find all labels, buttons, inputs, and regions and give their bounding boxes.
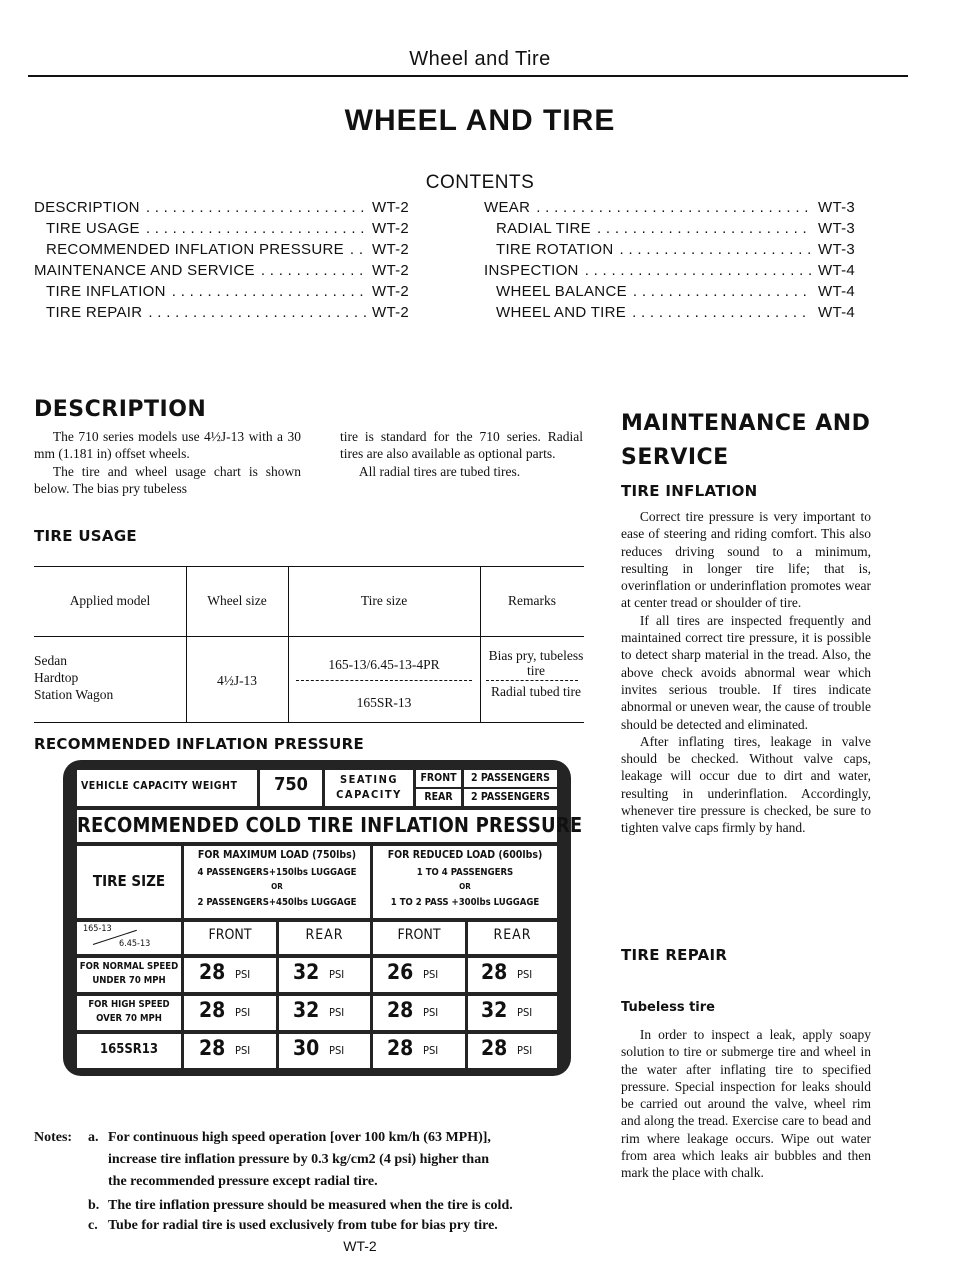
table-cell-model: Hardtop bbox=[34, 670, 79, 685]
note-text: increase tire inflation pressure by 0.3 kg/cm2 (4 psi) higher than bbox=[108, 1152, 489, 1167]
table-column-rule bbox=[480, 566, 481, 722]
toc-entry bbox=[484, 239, 860, 260]
pressure-unit: PSI bbox=[517, 1044, 533, 1057]
seating-front-label: FRONT bbox=[420, 772, 457, 784]
toc-page: WT-2 bbox=[372, 220, 410, 237]
toc-label: RADIAL TIRE bbox=[496, 220, 591, 237]
maintenance-heading-line: SERVICE bbox=[621, 445, 729, 470]
note-text: Tube for radial tire is used exclusively from tube for bias pry tire. bbox=[108, 1218, 498, 1233]
table-cell-wheel-size: 4½J-13 bbox=[216, 673, 258, 688]
description-col2 bbox=[340, 428, 583, 480]
toc-label: DESCRIPTION bbox=[34, 199, 140, 216]
pressure-unit: PSI bbox=[517, 968, 533, 981]
pressure-value: 32 bbox=[293, 998, 320, 1022]
toc-page: WT-3 bbox=[818, 220, 856, 237]
inflation-paragraph: If all tires are inspected frequently and maintained correct tire pressure, it is possible to detect sharp material in the tread. Also, the above check avoids abnormal wear which invites serious trouble. If tires indicate abnormal or uneven wear, the cause of trouble should be detected and eliminated. bbox=[621, 612, 871, 732]
pressure-unit: PSI bbox=[423, 968, 439, 981]
maintenance-heading bbox=[621, 407, 870, 475]
row-label: FOR NORMAL SPEED bbox=[79, 961, 179, 972]
reduced-load-title: FOR REDUCED LOAD (600lbs) bbox=[387, 849, 543, 861]
toc-leader bbox=[632, 302, 812, 323]
pressure-unit: PSI bbox=[423, 1006, 439, 1019]
vehicle-capacity-weight-value: 750 bbox=[274, 774, 308, 795]
toc-page: WT-2 bbox=[372, 262, 410, 279]
toc-label: WHEEL AND TIRE bbox=[496, 304, 627, 321]
toc-leader bbox=[148, 302, 366, 323]
pressure-unit: PSI bbox=[235, 1044, 251, 1057]
toc-page: WT-2 bbox=[372, 199, 410, 216]
toc-entry bbox=[484, 302, 860, 323]
pressure-value: 28 bbox=[481, 960, 508, 984]
col-head-rear: REAR bbox=[493, 927, 532, 943]
pressure-value: 28 bbox=[387, 998, 414, 1022]
notes-label: Notes: bbox=[34, 1130, 73, 1145]
pressure-unit: PSI bbox=[517, 1006, 533, 1019]
toc-page: WT-4 bbox=[818, 304, 856, 321]
tire-usage-heading: TIRE USAGE bbox=[34, 527, 137, 545]
inflation-pressure-placard bbox=[63, 760, 583, 1076]
table-row-divider bbox=[486, 680, 578, 681]
toc-right bbox=[484, 197, 860, 323]
toc-entry bbox=[34, 239, 414, 260]
col-head-front: FRONT bbox=[397, 927, 441, 943]
pressure-value: 32 bbox=[293, 960, 320, 984]
description-paragraph: tire is standard for the 710 series. Radial tires are also available as optional parts. bbox=[340, 429, 583, 462]
toc-page: WT-2 bbox=[372, 241, 410, 258]
toc-entry bbox=[484, 197, 860, 218]
toc-label: WEAR bbox=[484, 199, 531, 216]
pressure-value: 28 bbox=[199, 960, 226, 984]
row-label: OVER 70 MPH bbox=[96, 1013, 162, 1024]
page-title: WHEEL AND TIRE bbox=[344, 104, 616, 137]
table-rule bbox=[34, 722, 584, 723]
maintenance-heading-line: MAINTENANCE AND bbox=[621, 411, 871, 436]
toc-entry bbox=[34, 281, 414, 302]
pressure-value: 28 bbox=[387, 1036, 414, 1060]
pressure-unit: PSI bbox=[329, 968, 345, 981]
seating-rear-passengers: 2 PASSENGERS bbox=[471, 791, 550, 803]
placard-cell bbox=[184, 958, 276, 992]
pressure-heading: RECOMMENDED INFLATION PRESSURE bbox=[34, 735, 365, 753]
description-paragraph: The tire and wheel usage chart is shown below. The bias pry tubeless bbox=[34, 463, 301, 496]
toc-leader bbox=[350, 239, 366, 260]
tire-repair-heading: TIRE REPAIR bbox=[621, 946, 728, 964]
table-header: Applied model bbox=[69, 593, 151, 608]
note-text: For continuous high speed operation [over 100 km/h (63 MPH)], bbox=[108, 1130, 491, 1145]
toc-page: WT-3 bbox=[818, 241, 856, 258]
table-cell-tire-size: 165-13/6.45-13-4PR bbox=[328, 657, 440, 672]
placard-cell bbox=[184, 1034, 276, 1068]
placard-cell bbox=[184, 996, 276, 1030]
pressure-unit: PSI bbox=[329, 1006, 345, 1019]
table-header: Wheel size bbox=[207, 593, 267, 608]
running-header: Wheel and Tire bbox=[409, 48, 551, 70]
toc-leader bbox=[633, 281, 812, 302]
col-head-rear: REAR bbox=[305, 927, 344, 943]
pressure-value: 28 bbox=[199, 1036, 226, 1060]
table-column-rule bbox=[186, 566, 187, 722]
tire-inflation-text bbox=[621, 508, 871, 837]
pressure-value: 26 bbox=[387, 960, 414, 984]
table-rule bbox=[34, 636, 584, 637]
pressure-value: 28 bbox=[199, 998, 226, 1022]
tire-size-lower: 6.45-13 bbox=[119, 939, 151, 949]
table-cell-model: Station Wagon bbox=[34, 687, 114, 702]
description-col1 bbox=[34, 428, 301, 497]
pressure-unit: PSI bbox=[329, 1044, 345, 1057]
tire-usage-table bbox=[34, 566, 584, 724]
pressure-unit: PSI bbox=[235, 968, 251, 981]
tubeless-paragraph: In order to inspect a leak, apply soapy solution to tire or submerge tire and wheel in the water after inflating tire to specified pressure. Special inspection for leaks should be carried out around the valve, wheel rim and along the tread. Exercise care to bead and rim where leakage occurs. Wipe out water from area which leaks air bubbles and then mark the place with chalk. bbox=[621, 1027, 871, 1181]
max-load-line2: 2 PASSENGERS+450lbs LUGGAGE bbox=[197, 897, 357, 908]
table-cell-remarks: Bias pry, tubeless tire bbox=[488, 648, 584, 678]
note-mark: a. bbox=[88, 1130, 99, 1145]
toc-label: TIRE ROTATION bbox=[496, 241, 614, 258]
placard-banner: RECOMMENDED COLD TIRE INFLATION PRESSURE bbox=[77, 813, 583, 837]
toc-left bbox=[34, 197, 414, 323]
seating-rear-label: REAR bbox=[424, 791, 453, 803]
table-row-divider bbox=[296, 680, 472, 681]
toc-label: TIRE USAGE bbox=[46, 220, 140, 237]
table-rule bbox=[34, 566, 584, 567]
pressure-value: 30 bbox=[293, 1036, 320, 1060]
toc-leader bbox=[585, 260, 812, 281]
toc-leader bbox=[536, 197, 812, 218]
toc-entry bbox=[484, 260, 860, 281]
toc-page: WT-3 bbox=[818, 199, 856, 216]
seating-front-passengers: 2 PASSENGERS bbox=[471, 772, 550, 784]
toc-label: TIRE REPAIR bbox=[46, 304, 143, 321]
toc-leader bbox=[146, 218, 366, 239]
description-paragraph: The 710 series models use 4½J-13 with a 30 mm (1.181 in) offset wheels. bbox=[34, 429, 301, 462]
reduced-load-line1: 1 TO 4 PASSENGERS bbox=[416, 867, 514, 878]
note-mark: c. bbox=[88, 1218, 98, 1233]
inflation-paragraph: Correct tire pressure is very important to ease of steering and riding comfort. This also reduces driving sound to a minimum, resulting in longer tire life; that is, overinflation or underinflation promotes wear at center tread or shoulder of tire. bbox=[621, 509, 871, 611]
note-text: the recommended pressure except radial tire. bbox=[108, 1174, 378, 1189]
max-load-line1: 4 PASSENGERS+150lbs LUGGAGE bbox=[197, 867, 357, 878]
toc-leader bbox=[620, 239, 812, 260]
toc-entry bbox=[484, 218, 860, 239]
pressure-unit: PSI bbox=[235, 1006, 251, 1019]
toc-leader bbox=[261, 260, 366, 281]
toc-label: MAINTENANCE AND SERVICE bbox=[34, 262, 255, 279]
table-header: Remarks bbox=[508, 593, 556, 608]
tubeless-text bbox=[621, 1026, 871, 1182]
toc-entry bbox=[34, 302, 414, 323]
max-load-title: FOR MAXIMUM LOAD (750lbs) bbox=[197, 849, 357, 861]
toc-page: WT-2 bbox=[372, 304, 410, 321]
description-heading: DESCRIPTION bbox=[34, 397, 207, 422]
table-header: Tire size bbox=[360, 593, 408, 608]
tire-size-upper: 165-13 bbox=[83, 924, 112, 934]
toc-entry bbox=[34, 260, 414, 281]
note-text: The tire inflation pressure should be measured when the tire is cold. bbox=[108, 1198, 513, 1213]
toc-page: WT-4 bbox=[818, 262, 856, 279]
toc-page: WT-4 bbox=[818, 283, 856, 300]
inflation-paragraph: After inflating tires, leakage in valve should be checked. Without valve caps, leakage will occur due to dirt and water, resulting in underinflation. Accordingly, whenever tire pressure is checked, be sure to tighten valve caps firmly by hand. bbox=[621, 733, 871, 836]
toc-entry bbox=[34, 197, 414, 218]
seating-capacity-label: SEATING CAPACITY bbox=[336, 773, 402, 801]
description-paragraph: All radial tires are tubed tires. bbox=[358, 463, 521, 479]
col-head-front: FRONT bbox=[208, 927, 252, 943]
row-label: 165SR13 bbox=[99, 1042, 159, 1057]
contents-heading: CONTENTS bbox=[425, 172, 535, 193]
table-cell-model: Sedan bbox=[34, 653, 67, 668]
max-load-or: OR bbox=[271, 882, 283, 891]
tire-size-label: TIRE SIZE bbox=[92, 872, 166, 890]
pressure-value: 32 bbox=[481, 998, 508, 1022]
note-mark: b. bbox=[88, 1198, 100, 1213]
toc-entry bbox=[484, 281, 860, 302]
row-label: FOR HIGH SPEED bbox=[88, 999, 170, 1010]
reduced-load-or: OR bbox=[459, 882, 471, 891]
pressure-unit: PSI bbox=[423, 1044, 439, 1057]
table-cell-tire-size: 165SR-13 bbox=[356, 695, 412, 710]
page-number: WT-2 bbox=[343, 1238, 377, 1254]
row-label: UNDER 70 MPH bbox=[92, 975, 166, 986]
toc-entry bbox=[34, 218, 414, 239]
toc-leader bbox=[146, 197, 366, 218]
toc-label: INSPECTION bbox=[484, 262, 579, 279]
toc-label: RECOMMENDED INFLATION PRESSURE bbox=[46, 241, 344, 258]
tire-inflation-heading: TIRE INFLATION bbox=[621, 482, 758, 500]
toc-page: WT-2 bbox=[372, 283, 410, 300]
vehicle-capacity-weight-label: VEHICLE CAPACITY WEIGHT bbox=[81, 780, 238, 792]
tubeless-heading: Tubeless tire bbox=[621, 1000, 715, 1015]
reduced-load-line2: 1 TO 2 PASS +300lbs LUGGAGE bbox=[390, 897, 540, 908]
table-cell-remarks: Radial tubed tire bbox=[491, 684, 581, 699]
toc-leader bbox=[597, 218, 812, 239]
pressure-value: 28 bbox=[481, 1036, 508, 1060]
toc-leader bbox=[172, 281, 366, 302]
toc-label: TIRE INFLATION bbox=[46, 283, 166, 300]
header-rule bbox=[28, 75, 908, 77]
toc-label: WHEEL BALANCE bbox=[496, 283, 627, 300]
